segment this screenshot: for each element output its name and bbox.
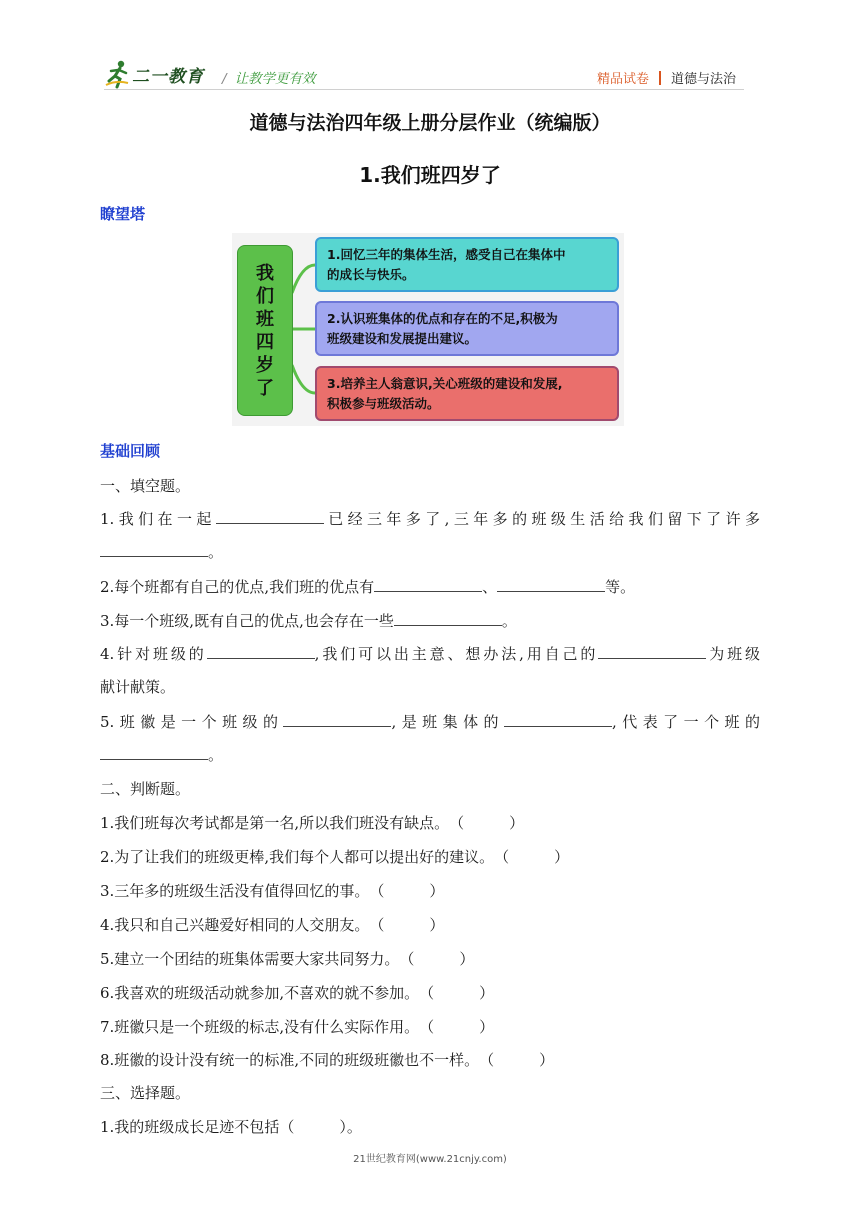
slogan-slash: / [222, 71, 227, 87]
fill-question-4-cont: 献计献策。 [100, 678, 176, 696]
judge-question-5 [100, 948, 474, 969]
fill-question-1-cont [100, 541, 223, 562]
mind-map-node-2 [315, 301, 619, 356]
q-text: 7.班徽只是一个班级的标志,没有什么实际作用。 [100, 1018, 420, 1036]
node-line: 班级建设和发展提出建议。 [327, 331, 478, 346]
fill-question-5-cont [100, 744, 223, 765]
root-char: 四 [256, 331, 274, 353]
answer-paren[interactable]: （ ） [419, 1018, 495, 1036]
q-text: 4.我只和自己兴趣爱好相同的人交朋友。 [100, 916, 370, 934]
logo-text: 二一教育 [132, 66, 204, 87]
q-text: 2.每个班都有自己的优点,我们班的优点有 [100, 578, 375, 596]
page-header [104, 56, 744, 96]
q-text: 1.我们在一起 [100, 510, 216, 528]
q-text: 等。 [605, 578, 636, 596]
fill-question-1 [100, 508, 760, 529]
logo [104, 56, 204, 92]
runner-logo-icon [104, 59, 130, 89]
answer-paren[interactable]: （ ） [399, 950, 475, 968]
q-text: 5.班徽是一个班级的 [100, 713, 284, 731]
node-line: 1.回忆三年的集体生活，感受自己在集体中 [327, 247, 566, 262]
part2-heading: 二、判断题。 [100, 780, 191, 798]
answer-blank[interactable] [100, 745, 208, 760]
node-line: 积极参与班级活动。 [327, 396, 440, 411]
q-text: 。 [208, 746, 224, 764]
answer-blank[interactable] [504, 712, 612, 727]
header-rule [104, 89, 744, 90]
mind-map [232, 233, 624, 426]
answer-blank[interactable] [497, 577, 605, 592]
lesson-title: 1.我们班四岁了 [359, 163, 501, 187]
answer-blank[interactable] [374, 577, 482, 592]
answer-paren[interactable]: （ ） [369, 916, 445, 934]
part3-heading: 三、选择题。 [100, 1084, 191, 1102]
q-text: 5.建立一个团结的班集体需要大家共同努力。 [100, 950, 400, 968]
mind-map-node-1 [315, 237, 619, 292]
judge-question-3 [100, 880, 444, 901]
judge-question-8 [100, 1049, 554, 1070]
node-line: 3.培养主人翁意识,关心班级的建设和发展, [327, 376, 563, 391]
answer-blank[interactable] [207, 644, 315, 659]
premium-tag: 精品试卷 [596, 72, 649, 87]
section-basic-heading: 基础回顾 [100, 442, 161, 460]
q-text: 为班级 [706, 645, 760, 663]
node-line: 的成长与快乐。 [327, 267, 415, 282]
q-text: 已经三年多了,三年多的班级生活给我们留下了许多 [323, 510, 760, 528]
answer-blank[interactable] [394, 611, 502, 626]
mind-map-node-3 [315, 366, 619, 421]
judge-question-6 [100, 982, 494, 1003]
answer-blank[interactable] [598, 644, 706, 659]
answer-paren[interactable]: （ ） [479, 1051, 555, 1069]
slogan [222, 67, 316, 87]
q-text: ,代表了一个班的 [612, 713, 760, 731]
page-footer: 21世纪教育网(www.21cnjy.com) [353, 1154, 507, 1165]
judge-question-7 [100, 1016, 494, 1037]
page-title: 道德与法治四年级上册分层作业（统编版） [249, 112, 611, 134]
q-text: 3.每一个班级,既有自己的优点,也会存在一些 [100, 612, 394, 630]
fill-question-4 [100, 643, 760, 664]
answer-paren[interactable]: （ ） [369, 882, 445, 900]
judge-question-4 [100, 914, 444, 935]
header-divider [659, 71, 661, 85]
fill-question-3 [100, 610, 517, 631]
answer-blank[interactable] [216, 509, 324, 524]
q-text: 、 [482, 578, 498, 596]
root-char: 岁 [256, 354, 274, 376]
root-char: 我 [256, 262, 274, 284]
node-line: 2.认识班集体的优点和存在的不足,积极为 [327, 311, 558, 326]
slogan-text: 让教学更有效 [234, 71, 316, 87]
section-overview-heading: 瞭望塔 [100, 205, 146, 223]
judge-question-2 [100, 846, 569, 867]
q-text: 4.针对班级的 [100, 645, 207, 663]
q-text: 。 [208, 543, 224, 561]
header-right [597, 68, 736, 87]
answer-paren[interactable]: （ ） [449, 814, 525, 832]
q-text: ,我们可以出主意、想办法,用自己的 [314, 645, 599, 663]
part1-heading: 一、填空题。 [100, 477, 191, 495]
subject-label: 道德与法治 [670, 72, 736, 87]
root-char: 了 [256, 377, 274, 399]
q-text: ,是班集体的 [391, 713, 504, 731]
fill-question-5 [100, 711, 760, 732]
q-text: 3.三年多的班级生活没有值得回忆的事。 [100, 882, 370, 900]
choice-question-1: 1.我的班级成长足迹不包括（ ）。 [100, 1118, 362, 1136]
fill-question-2 [100, 576, 635, 597]
root-char: 们 [256, 285, 274, 307]
judge-question-1 [100, 812, 524, 833]
answer-blank[interactable] [283, 712, 391, 727]
answer-paren[interactable]: （ ） [419, 984, 495, 1002]
q-text: 8.班徽的设计没有统一的标准,不同的班级班徽也不一样。 [100, 1051, 480, 1069]
q-text: 2.为了让我们的班级更棒,我们每个人都可以提出好的建议。 [100, 848, 495, 866]
q-text: 6.我喜欢的班级活动就参加,不喜欢的就不参加。 [100, 984, 420, 1002]
q-text: 。 [501, 612, 517, 630]
answer-paren[interactable]: （ ） [494, 848, 570, 866]
mind-map-root [237, 245, 293, 416]
q-text: 1.我们班每次考试都是第一名,所以我们班没有缺点。 [100, 814, 450, 832]
root-char: 班 [256, 308, 274, 330]
answer-blank[interactable] [100, 542, 208, 557]
